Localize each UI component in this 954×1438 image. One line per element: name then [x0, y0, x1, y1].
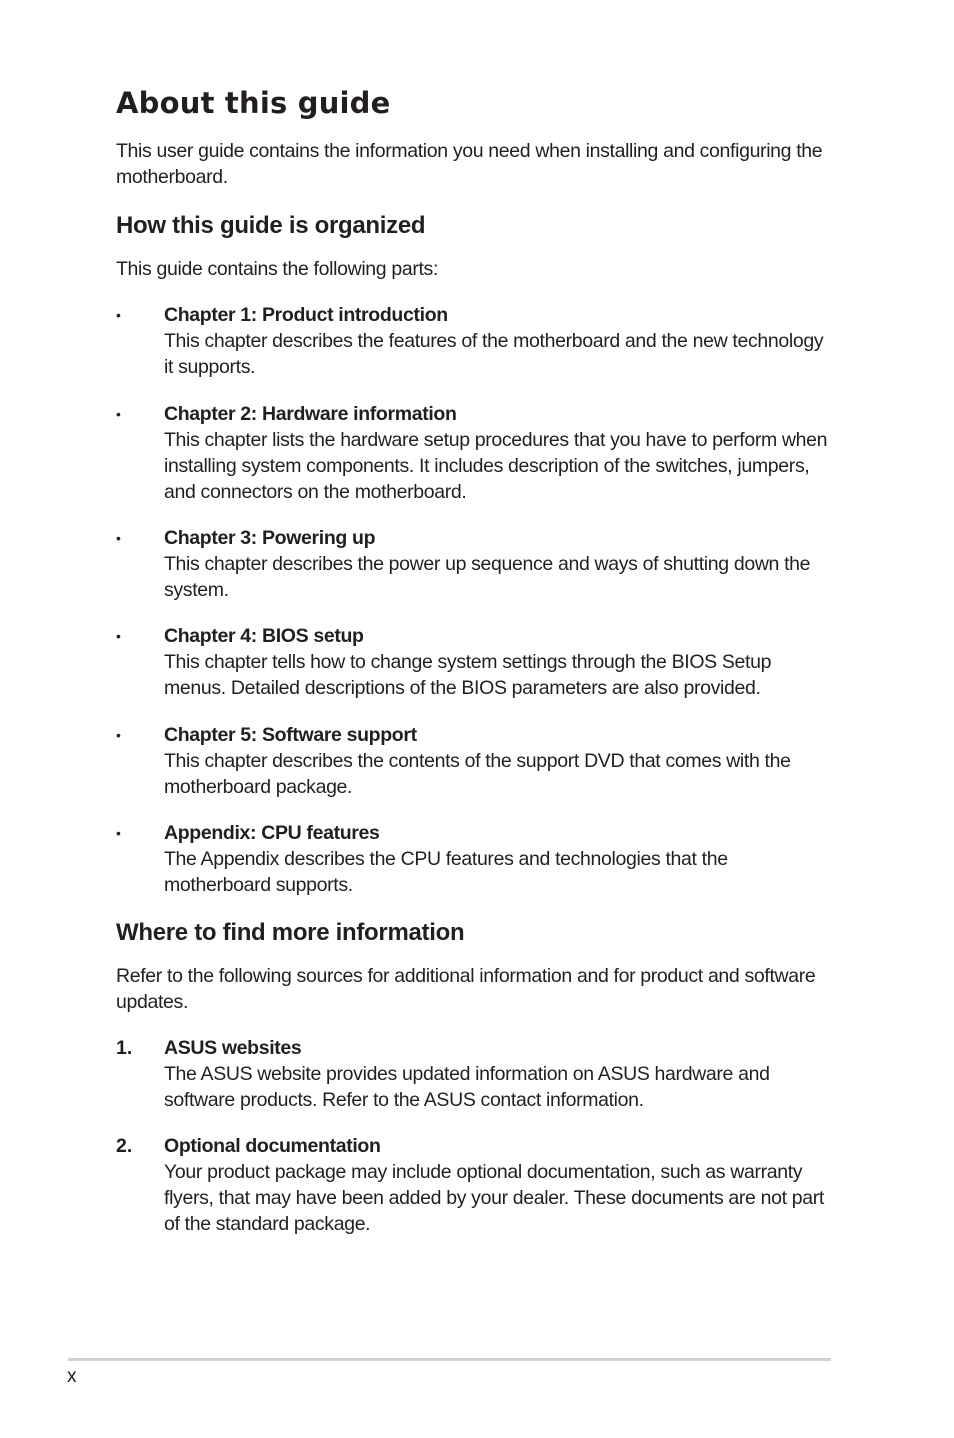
item-description: This chapter describes the features of the motherboard and the new technology it supports.: [164, 330, 824, 378]
item-description: This chapter describes the contents of the support DVD that comes with the motherboard package.: [164, 750, 791, 798]
item-description: This chapter lists the hardware setup procedures that you have to perform when installing system components. It includes description of the switches, jumpers, and connectors on the motherboard.: [164, 429, 828, 503]
bullet-marker: •: [116, 628, 121, 644]
page-title: About this guide: [116, 86, 391, 120]
item-title: Appendix: CPU features: [164, 822, 380, 844]
bullet-marker: •: [116, 530, 121, 546]
bullet-marker: •: [116, 406, 121, 422]
item-title: Optional documentation: [164, 1135, 381, 1157]
bullet-marker: •: [116, 825, 121, 841]
item-title: Chapter 3: Powering up: [164, 527, 376, 549]
item-title: ASUS websites: [164, 1037, 302, 1059]
item-description: This chapter tells how to change system settings through the BIOS Setup menus. Detailed descriptions of the BIOS parameters are also provided.: [164, 651, 772, 699]
section-heading-organized: How this guide is organized: [116, 212, 426, 239]
bullet-marker: •: [116, 727, 121, 743]
list-item: [116, 302, 836, 380]
more-info-lead: Refer to the following sources for additional information and for product and software updates.: [116, 965, 816, 1013]
numbered-item: [116, 1133, 836, 1237]
item-title: Chapter 4: BIOS setup: [164, 625, 364, 647]
list-item: [116, 401, 836, 505]
section-heading-more-info: Where to find more information: [116, 919, 465, 946]
item-number: 1.: [116, 1037, 133, 1059]
item-number: 2.: [116, 1135, 133, 1157]
list-item: [116, 623, 836, 701]
organized-lead: This guide contains the following parts:: [116, 258, 439, 280]
intro-paragraph: This user guide contains the information you need when installing and configuring the motherboard.: [116, 140, 823, 188]
item-title: Chapter 5: Software support: [164, 724, 417, 746]
list-item: [116, 722, 836, 800]
item-title: Chapter 2: Hardware information: [164, 403, 457, 425]
item-description: The Appendix describes the CPU features and technologies that the motherboard supports.: [164, 848, 728, 896]
footer-divider: [68, 1358, 831, 1361]
numbered-item: [116, 1035, 836, 1113]
item-description: The ASUS website provides updated information on ASUS hardware and software products. Refer to the ASUS contact information.: [164, 1063, 770, 1111]
item-title: Chapter 1: Product introduction: [164, 304, 448, 326]
item-description: This chapter describes the power up sequence and ways of shutting down the system.: [164, 553, 811, 601]
bullet-marker: •: [116, 307, 121, 323]
item-description: Your product package may include optional documentation, such as warranty flyers, that may have been added by your dealer. These documents are not part of the standard package.: [164, 1161, 824, 1235]
page-number: x: [67, 1366, 77, 1387]
list-item: [116, 820, 836, 898]
list-item: [116, 525, 836, 603]
